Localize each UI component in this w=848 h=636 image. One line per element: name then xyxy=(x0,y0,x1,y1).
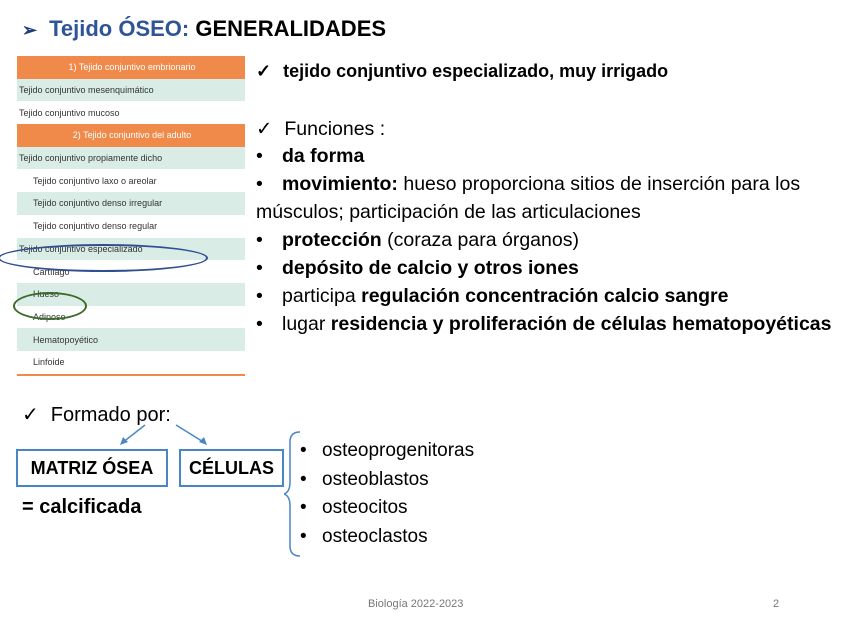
highlight-ellipse-specialized xyxy=(0,244,208,272)
function-item-residencia: • lugar residencia y proliferación de células hematopoyéticas xyxy=(256,313,832,335)
table-cell: Cartílago xyxy=(17,260,245,283)
list-item: • osteocitos xyxy=(300,497,408,518)
table-cell: Hueso xyxy=(17,283,245,306)
matriz-note: = calcificada xyxy=(22,496,142,518)
functions-heading xyxy=(256,117,385,141)
table-row xyxy=(17,328,245,351)
function-item-regulacion: • participa regulación concentración calcio sangre xyxy=(256,285,729,307)
table-header-cell: 1) Tejido conjuntivo embrionario xyxy=(17,56,245,79)
table-cell: Tejido conjuntivo especializado xyxy=(17,238,245,261)
table-row xyxy=(17,101,245,124)
table-row xyxy=(17,169,245,192)
formado-arrows xyxy=(110,422,220,448)
highlight-ellipse-bone xyxy=(13,292,87,320)
table-row xyxy=(17,351,245,375)
table-cell: Adiposo xyxy=(17,306,245,329)
arrow-bullet-icon: ➢ xyxy=(22,20,38,40)
bullet-icon: • xyxy=(256,285,263,307)
table-cell: Linfoide xyxy=(17,351,245,375)
title-part1: Tejido ÓSEO: xyxy=(49,16,190,41)
function-item-movimiento: • movimiento: hueso proporciona sitios de inserción para los xyxy=(256,173,801,195)
table-row xyxy=(17,192,245,215)
checkmark-icon: ✓ xyxy=(22,404,39,426)
formado-por-heading: ✓ Formado por: xyxy=(22,404,171,426)
table-row xyxy=(17,124,245,147)
table-header-cell: 2) Tejido conjuntivo del adulto xyxy=(17,124,245,147)
function-item-proteccion: • protección (coraza para órganos) xyxy=(256,229,579,251)
function-item-movimiento-line2: músculos; participación de las articulaciones xyxy=(256,201,641,223)
table-row xyxy=(17,147,245,170)
bullet-icon: • xyxy=(256,313,263,335)
checkmark-icon: ✓ xyxy=(256,118,273,140)
cell-types-list xyxy=(300,440,474,554)
list-item: • osteoprogenitoras xyxy=(300,440,475,461)
arrow-to-celulas-icon xyxy=(176,425,205,443)
table-row xyxy=(17,215,245,238)
title-part2: GENERALIDADES xyxy=(189,16,387,41)
table-cell: Tejido conjuntivo laxo o areolar xyxy=(17,169,245,192)
table-cell: Tejido conjuntivo propiamente dicho xyxy=(17,147,245,170)
bullet-icon: • xyxy=(300,440,307,461)
bullet-icon: • xyxy=(256,229,263,251)
table-cell: Tejido conjuntivo mesenquimático xyxy=(17,79,245,102)
slide-title xyxy=(22,16,386,42)
bullet-icon: • xyxy=(300,497,307,518)
table-cell: Tejido conjuntivo denso irregular xyxy=(17,192,245,215)
celulas-box: CÉLULAS xyxy=(179,449,284,487)
list-item: • osteoblastos xyxy=(300,468,429,490)
bullet-icon: • xyxy=(256,257,263,279)
bullet-icon: • xyxy=(256,173,263,195)
connective-tissue-table xyxy=(17,56,245,376)
checkmark-icon: ✓ xyxy=(256,61,272,81)
table-row xyxy=(17,56,245,79)
page-number: 2 xyxy=(773,598,780,610)
footer-course: Biología 2022-2023 xyxy=(368,598,464,610)
bullet-icon: • xyxy=(300,468,307,490)
function-item-forma: • da forma xyxy=(256,145,365,167)
table-cell: Hematopoyético xyxy=(17,328,245,351)
matriz-osea-box: MATRIZ ÓSEA xyxy=(16,449,168,487)
table-cell: Tejido conjuntivo denso regular xyxy=(17,215,245,238)
check-specialized-tissue xyxy=(256,61,668,82)
functions-heading-text: Funciones : xyxy=(284,118,386,140)
bullet-icon: • xyxy=(256,145,263,167)
check1-text: tejido conjuntivo especializado, muy irrigado xyxy=(283,61,669,81)
table-row xyxy=(17,79,245,102)
table-cell: Tejido conjuntivo mucoso xyxy=(17,101,245,124)
list-item: • osteoclastos xyxy=(300,525,428,547)
bullet-icon: • xyxy=(300,525,307,547)
function-item-deposito: • depósito de calcio y otros iones xyxy=(256,257,579,279)
